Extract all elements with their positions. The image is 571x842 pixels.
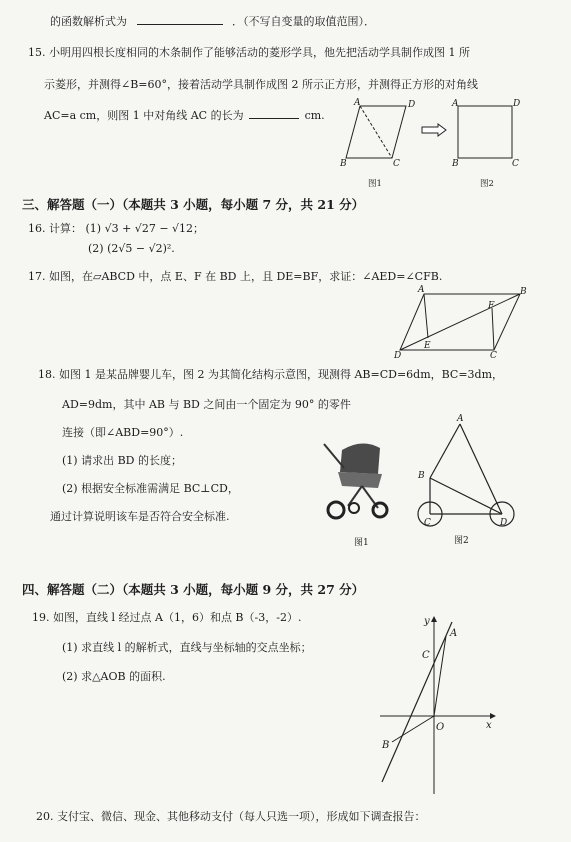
q15-answer-blank[interactable] <box>249 108 299 119</box>
q20-text: 20. 支付宝、微信、现金、其他移动支付（每人只选一项），形成如下调查报告： <box>36 810 426 823</box>
q15-fig1-label-d: D <box>408 100 416 110</box>
q15-line2: 示菱形，并测得∠B=60°，接着活动学具制作成图 2 所示正方形，并测得正方形的对角线 <box>44 78 479 91</box>
q17-parallelogram-figure <box>392 285 532 361</box>
section3-heading: 三、解答题（一）（本题共 3 小题，每小题 7 分，共 21 分） <box>22 197 365 212</box>
q17-label-b: B <box>520 287 527 297</box>
q14-tail-text <box>50 14 375 28</box>
q15-figure-2 <box>452 100 522 190</box>
q18-line3: 连接（即∠ABD=90°）. <box>62 426 184 439</box>
q15-fig2-label-b: B <box>452 159 459 169</box>
q16-part1 <box>28 222 204 235</box>
q19-origin-label: O <box>436 722 445 733</box>
q18-fig2-label-a: A <box>457 414 464 424</box>
q14-prompt: 的函数解析式为 <box>50 15 127 28</box>
q18-fig2-label-b: B <box>418 471 425 481</box>
q18-part1: (1) 请求出 BD 的长度； <box>62 454 182 467</box>
q17-text: 17. 如图，在▱ABCD 中，点 E、F 在 BD 上，且 DE=BF，求证：∠AED=∠CFB. <box>28 270 443 283</box>
q16-part1-number: (1) <box>85 222 102 235</box>
q15-line1: 15. 小明用四根长度相同的木条制作了能够活动的菱形学具，他先把活动学具制作成图 1 所 <box>28 46 470 59</box>
q15-fig2-label-a: A <box>452 99 459 109</box>
q17-label-f: F <box>488 301 495 311</box>
q18-fig2-caption: 图2 <box>454 536 469 546</box>
q19-axis-y-label: y <box>424 616 430 627</box>
q19-point-a-label: A <box>450 628 458 639</box>
q15-fig1-label-b: B <box>340 159 347 169</box>
q18-line1: 18. 如图 1 是某品牌婴儿车，图 2 为其简化结构示意图，现测得 AB=CD=6dm，BC=3dm， <box>38 368 504 381</box>
q15-fig1-caption: 图1 <box>368 179 382 189</box>
q15-fig2-caption: 图2 <box>480 179 494 189</box>
q15-fig2-label-d: D <box>513 99 521 109</box>
q19-part1: (1) 求直线 l 的解析式，直线与坐标轴的交点坐标； <box>62 641 312 654</box>
q19-point-b-label: B <box>382 740 390 751</box>
q18-part2: (2) 根据安全标准需满足 BC⊥CD， <box>62 482 239 495</box>
q16-part2 <box>88 242 175 255</box>
q19-coordinate-figure <box>374 612 500 798</box>
q18-line2: AD=9dm，其中 AB 与 BD 之间由一个固定为 90° 的零件 <box>62 398 351 411</box>
q18-part3: 通过计算说明该车是否符合安全标准. <box>50 510 230 523</box>
section4-heading: 四、解答题（二）（本题共 3 小题，每小题 9 分，共 27 分） <box>22 582 365 597</box>
q14-note: ．（不写自变量的取值范围）． <box>232 15 375 28</box>
q16-part2-expression: (2√5 − √2)². <box>107 242 175 255</box>
transform-arrow-icon <box>422 124 448 136</box>
q16-part1-expression: √3 + √27 − √12； <box>104 222 205 235</box>
q15-line3 <box>44 108 325 122</box>
q15-fig1-label-c: C <box>393 159 400 169</box>
q15-unit: cm. <box>304 109 325 122</box>
q18-fig1-caption: 图1 <box>354 538 369 548</box>
q16-label: 16. 计算： <box>28 222 82 235</box>
q19-part2: (2) 求△AOB 的面积. <box>62 670 166 683</box>
q18-fig2-label-d: D <box>500 518 508 528</box>
q15-fig1-label-a: A <box>354 98 361 108</box>
q17-label-a: A <box>418 285 425 295</box>
q16-part2-number: (2) <box>88 242 104 255</box>
q14-answer-blank[interactable] <box>137 14 223 25</box>
q17-label-d: D <box>394 351 402 361</box>
q18-structure-figure <box>414 412 524 534</box>
q18-fig2-label-c: C <box>424 518 431 528</box>
stroller-image <box>318 438 398 522</box>
q15-question: AC=a cm，则图 1 中对角线 AC 的长为 <box>44 109 244 122</box>
q17-label-c: C <box>490 351 497 361</box>
q17-label-e: E <box>424 341 431 351</box>
q19-point-c-label: C <box>422 650 430 661</box>
q19-line1: 19. 如图，直线 l 经过点 A（1，6）和点 B（-3，-2）. <box>32 611 302 624</box>
q15-figure-1 <box>340 100 420 190</box>
q15-fig2-label-c: C <box>512 159 519 169</box>
q19-axis-x-label: x <box>486 720 492 731</box>
